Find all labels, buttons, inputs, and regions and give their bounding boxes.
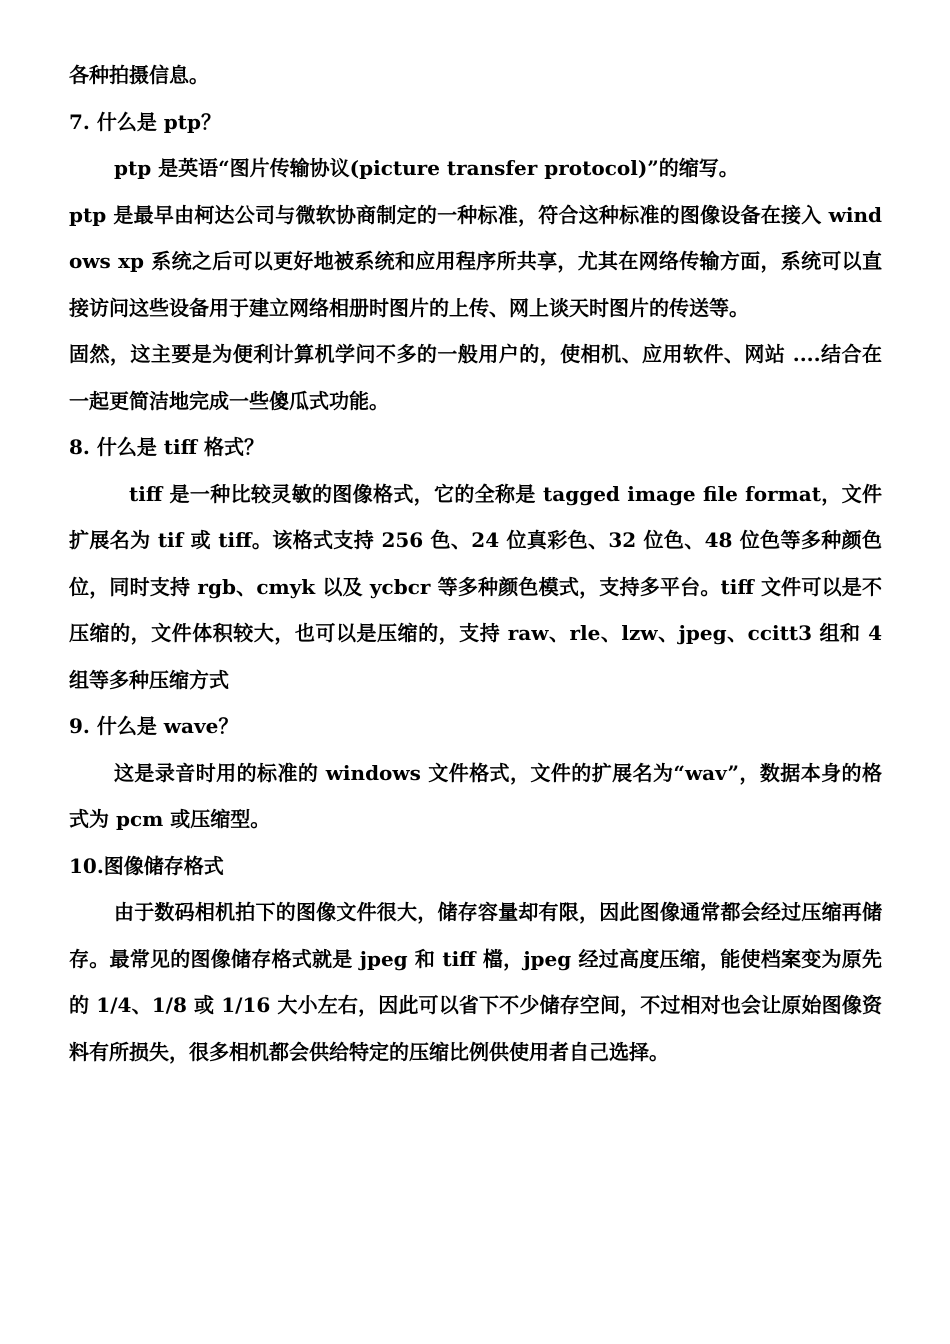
document-page — [69, 52, 882, 1075]
paragraph-tiff: tiff 是一种比较灵敏的图像格式，它的全称是 tagged image file format，文件扩展名为 tif 或 tiff。该格式支持 256 色、24 位真彩色、32 位色、48 位色等多种颜色位，同时支持 rgb、cmyk 以及 ycbcr 等多种颜色模式，支持多平台。tiff 文件可以是不压缩的，文件体积较大，也可以是压缩的，支持 raw、rle、lzw、jpeg、ccitt3 组和 4 组等多种压缩方式 — [69, 481, 882, 692]
paragraph-ptp-standard: ptp 是最早由柯达公司与微软协商制定的一种标准，符合这种标准的图像设备在接入 windows xp 系统之后可以更好地被系统和应用程序所共享，尤其在网络传输方面，系统可以直接访问这些设备用于建立网络相册时图片的上传、网上谈天时图片的传送等。 — [69, 202, 882, 320]
heading-9-wave: 9. 什么是 wave？ — [69, 714, 239, 738]
paragraph-ptp-definition: ptp 是英语“图片传输协议(picture transfer protocol)”的缩写。 — [114, 156, 739, 180]
paragraph-continuation: 各种拍摄信息。 — [69, 63, 209, 87]
paragraph-storage-format: 由于数码相机拍下的图像文件很大，储存容量却有限，因此图像通常都会经过压缩再储存。最常见的图像储存格式就是 jpeg 和 tiff 檔，jpeg 经过高度压缩，能使档案变为原先的 1/4、1/8 或 1/16 大小左右，因此可以省下不少储存空间，不过相对也会让原始图像资料有所损失，很多相机都会供给特定的压缩比例供使用者自己选择。 — [69, 900, 882, 1064]
paragraph-ptp-purpose: 固然，这主要是为便利计算机学问不多的一般用户的，使相机、应用软件、网站 ....结合在一起更简洁地完成一些傻瓜式功能。 — [69, 342, 882, 413]
heading-7-ptp: 7. 什么是 ptp？ — [69, 109, 222, 134]
heading-10-storage-format: 10.图像储存格式 — [69, 853, 224, 878]
heading-8-tiff: 8. 什么是 tiff 格式？ — [69, 435, 265, 459]
paragraph-wave: 这是录音时用的标准的 windows 文件格式，文件的扩展名为“wav”，数据本身的格式为 pcm 或压缩型。 — [69, 760, 882, 831]
